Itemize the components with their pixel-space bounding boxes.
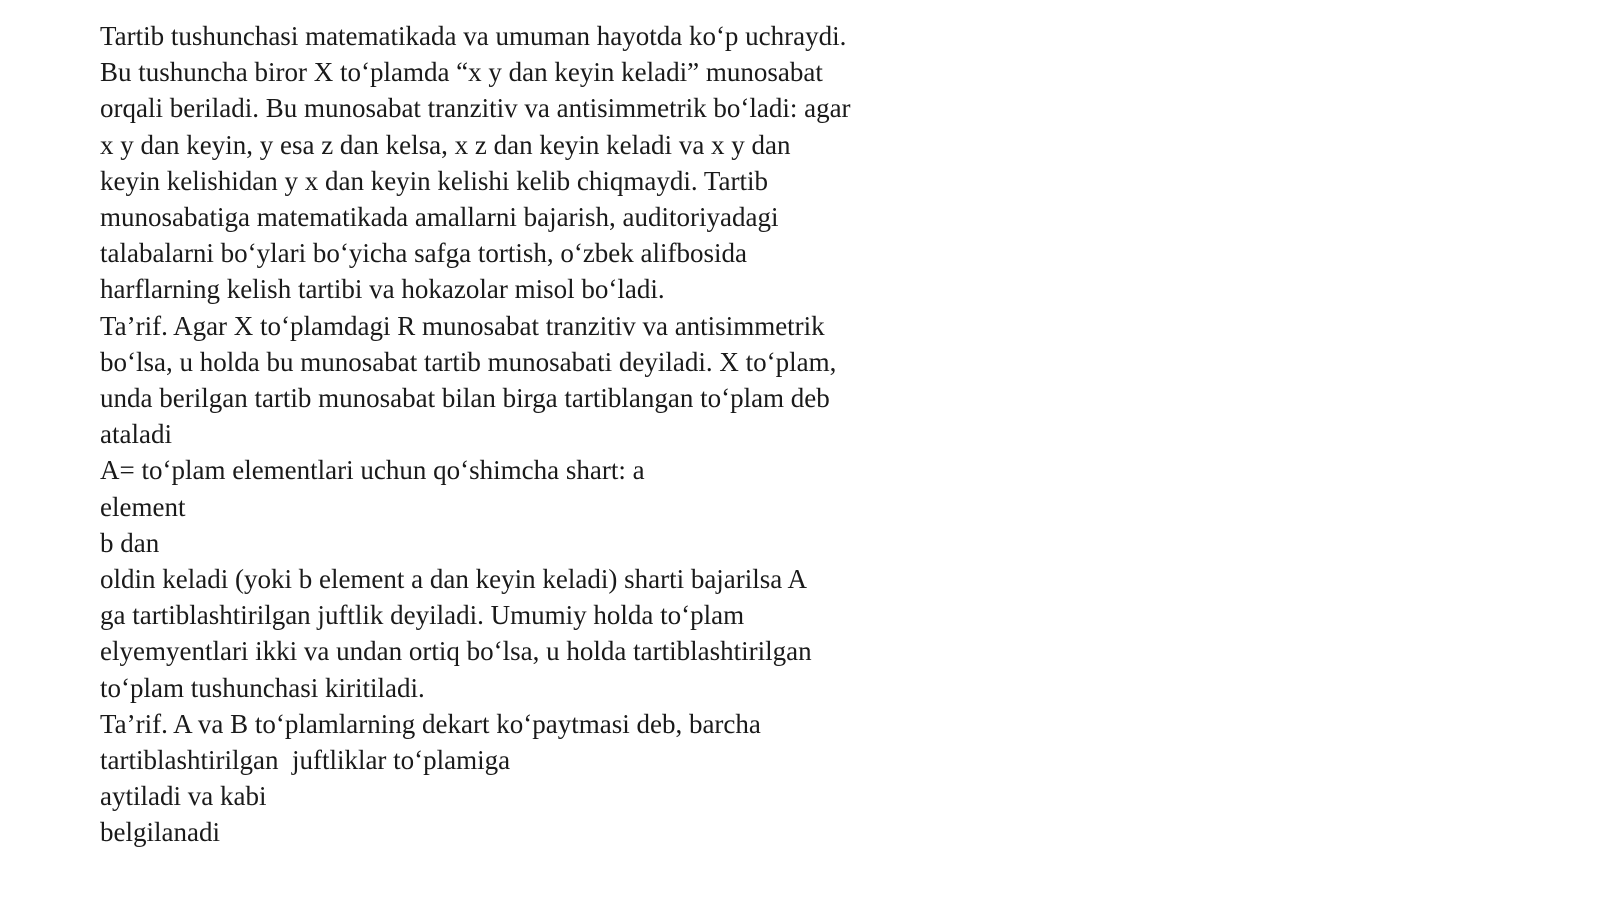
text-line: aytiladi va kabi [100, 781, 267, 812]
text-line: Bu tushuncha biror X to‘plamda “x y dan keyin keladi” munosabat [100, 57, 823, 88]
text-line: ataladi [100, 419, 172, 450]
definition-line: Ta’rif. Agar X to‘plamdagi R munosabat tranzitiv va antisimmetrik [100, 310, 825, 341]
text-line: oldin keladi (yoki b element a dan keyin keladi) sharti bajarilsa A [100, 564, 808, 595]
text-line: keyin kelishidan y x dan keyin kelishi kelib chiqmaydi. Tartib [100, 165, 768, 196]
text-line: munosabatiga matematikada amallarni bajarish, auditoriyadagi [100, 202, 779, 233]
text-line: belgilanadi [100, 817, 220, 848]
document-text [100, 18, 980, 851]
definition-line: Ta’rif. A va B to‘plamlarning dekart ko‘paytmasi deb, barcha [100, 708, 761, 739]
text-line: x y dan keyin, y esa z dan kelsa, x z dan keyin keladi va x y dan [100, 129, 791, 160]
text-line: tartiblashtirilgan juftliklar to‘plamiga [100, 745, 511, 776]
text-line: A= to‘plam elementlari uchun qo‘shimcha shart: a [100, 455, 645, 486]
text-line: bo‘lsa, u holda bu munosabat tartib munosabati deyiladi. X to‘plam, [100, 346, 837, 377]
text-line: to‘plam tushunchasi kiritiladi. [100, 672, 425, 703]
text-line: orqali beriladi. Bu munosabat tranzitiv va antisimmetrik bo‘ladi: agar [100, 93, 851, 124]
text-line: harflarning kelish tartibi va hokazolar misol bo‘ladi. [100, 274, 665, 305]
text-line: Tartib tushunchasi matematikada va umuman hayotda ko‘p uchraydi. [100, 21, 847, 51]
text-line: element [100, 491, 186, 522]
text-line: b dan [100, 527, 160, 558]
text-line: talabalarni bo‘ylari bo‘yicha safga tortish, o‘zbek alifbosida [100, 238, 748, 269]
text-line: ga tartiblashtirilgan juftlik deyiladi. Umumiy holda to‘plam [100, 600, 745, 631]
text-line: elyemyentlari ikki va undan ortiq bo‘lsa, u holda tartiblashtirilgan [100, 636, 812, 667]
text-line: unda berilgan tartib munosabat bilan birga tartiblangan to‘plam deb [100, 383, 830, 414]
